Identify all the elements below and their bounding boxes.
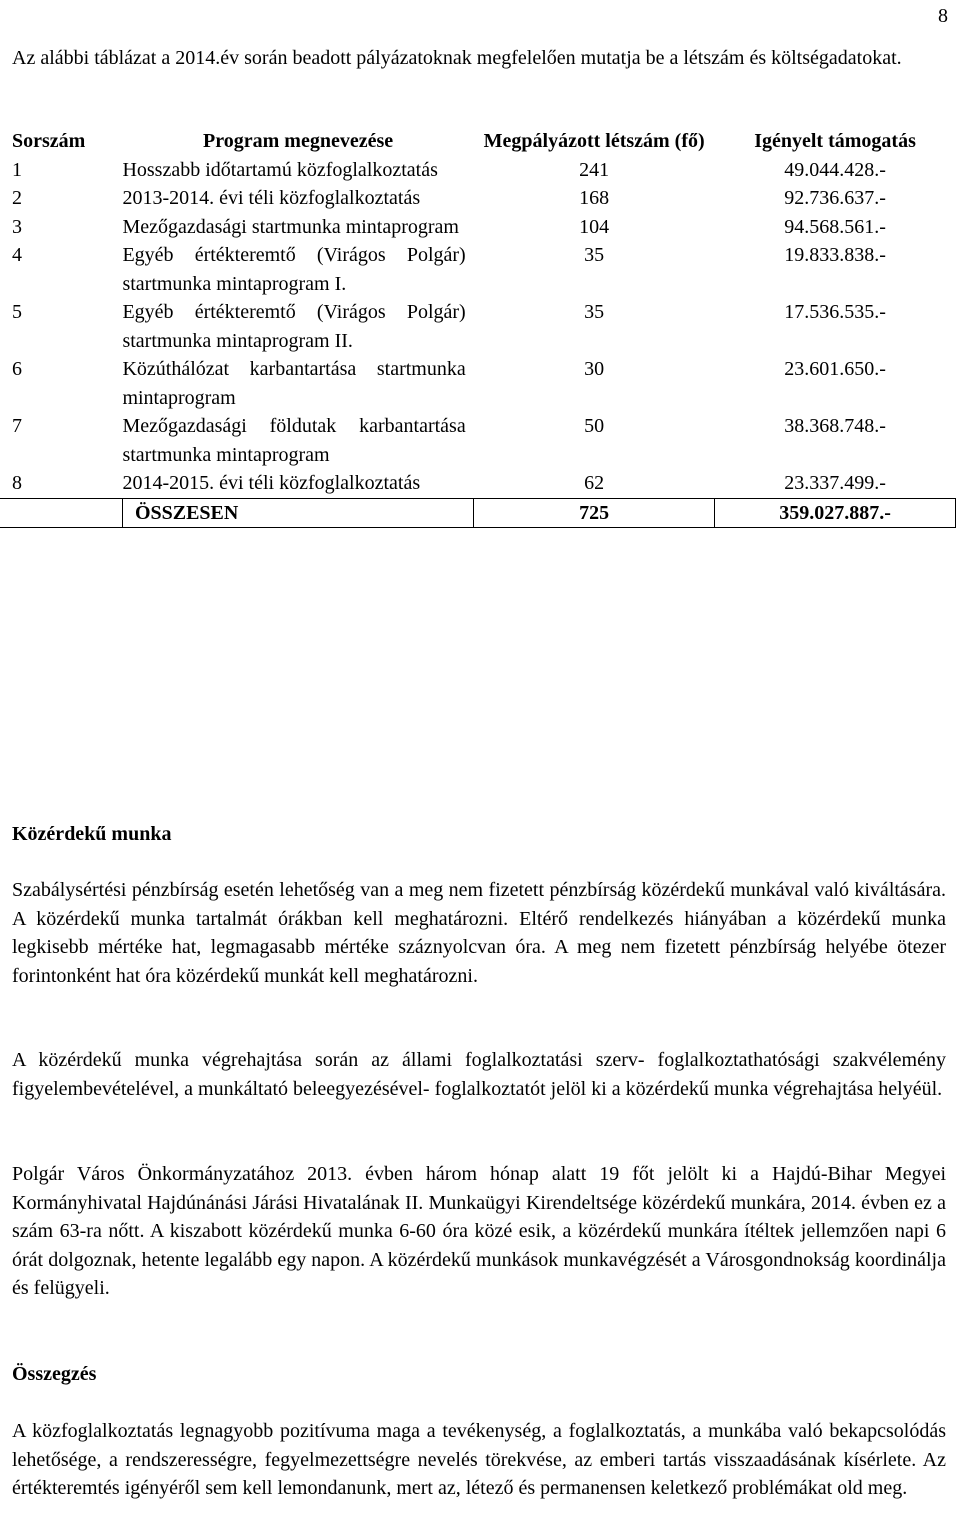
table-row [0, 184, 956, 213]
section-title-summary: Összegzés [12, 1363, 97, 1385]
row-name: 2013-2014. évi téli közfoglalkoztatás [122, 187, 421, 209]
paragraph-summary: A közfoglalkoztatás legnagyobb pozitívuma maga a tevékenység, a foglalkoztatás, a munkába való bekapcsolódás lehetősége, a rendszerességre, fegyelmezettségre nevelés törekvése, az emberi tartás visszaadásának kísérlete. Az értékteremtés igényéről sem kell lemondanunk, mert az, létező és permanensen keletkező problémákat old meg. [12, 1420, 946, 1499]
paragraph-public-work-3: Polgár Város Önkormányzatához 2013. évben három hónap alatt 19 főt jelölt ki a Hajdú-Bihar Megyei Kormányhivatal Hajdúnánási Járási Hivatalának II. Munkaügyi Kirendeltsége közérdekű munkára, 2014. évben ez a szám 63-ra nőtt. A kiszabott közérdekű munka 6-60 óra közé esik, a közérdekű munkára ítéltek jellemzően napi 6 órát dolgoznak, hetente legalább egy napon. A közérdekű munkások munkavégzését a Városgondnokság koordinálja és felügyeli. [12, 1163, 946, 1299]
row-count: 30 [584, 358, 605, 380]
row-count: 104 [579, 215, 610, 238]
row-support: 19.833.838.- [784, 244, 886, 266]
row-num: 3 [12, 215, 22, 238]
row-name: Közúthálózat karbantartása startmunka mintaprogram [122, 358, 466, 409]
row-support: 92.736.637.- [784, 187, 886, 209]
section-title-public-work: Közérdekű munka [12, 823, 172, 845]
row-name: Mezőgazdasági startmunka mintaprogram [122, 215, 459, 238]
row-support: 23.601.650.- [784, 358, 886, 380]
header-num: Sorszám [12, 130, 86, 152]
row-support: 17.536.535.- [784, 301, 886, 323]
row-num: 5 [12, 301, 22, 323]
row-num: 1 [12, 158, 22, 181]
table-row [0, 241, 956, 298]
row-support: 49.044.428.- [784, 158, 886, 181]
table-row [0, 298, 956, 355]
row-num: 6 [12, 358, 22, 380]
paragraph-public-work-1: Szabálysértési pénzbírság esetén lehetőség van a meg nem fizetett pénzbírság közérdekű munkával való kiváltására. A közérdekű munka tartalmát órákban kell meghatározni. Eltérő rendelkezés hiányában a közérdekű munka legkisebb mértéke hat, legmagasabb mértéke száznyolcvan óra. A meg nem fizetett pénzbírság helyébe ötezer forintonként hat óra közérdekű munkát kell meghatározni. [12, 879, 946, 987]
row-count: 35 [584, 244, 605, 266]
table-row [0, 355, 956, 412]
total-spacer [0, 498, 122, 528]
row-count: 168 [579, 187, 610, 209]
row-count: 62 [584, 472, 605, 494]
intro-paragraph: Az alábbi táblázat a 2014.év során beadott pályázatoknak megfelelően mutatja be a létszám és költségadatokat. [12, 47, 902, 69]
header-name: Program megnevezése [203, 130, 394, 152]
row-name: Hosszabb időtartamú közfoglalkoztatás [122, 158, 438, 181]
total-label: ÖSSZESEN [122, 498, 473, 528]
row-num: 8 [12, 472, 22, 494]
table-row [0, 469, 956, 498]
row-name: Egyéb értékteremtő (Virágos Polgár) startmunka mintaprogram I. [122, 244, 466, 295]
program-table [0, 127, 956, 528]
row-count: 241 [579, 158, 610, 181]
row-support: 38.368.748.- [784, 415, 886, 437]
total-row [0, 498, 956, 528]
table-row [0, 156, 956, 185]
row-num: 2 [12, 187, 22, 209]
table-row [0, 412, 956, 469]
row-count: 50 [584, 415, 605, 437]
row-num: 7 [12, 415, 22, 437]
row-name: 2014-2015. évi téli közfoglalkoztatás [122, 472, 421, 494]
table-row [0, 213, 956, 242]
total-support: 359.027.887.- [715, 498, 956, 528]
total-count: 725 [474, 498, 715, 528]
header-support: Igényelt támogatás [754, 130, 916, 152]
page-number: 8 [938, 5, 948, 27]
row-count: 35 [584, 301, 605, 323]
row-num: 4 [12, 244, 22, 266]
row-support: 94.568.561.- [784, 215, 886, 238]
row-name: Egyéb értékteremtő (Virágos Polgár) startmunka mintaprogram II. [122, 301, 466, 352]
row-name: Mezőgazdasági földutak karbantartása startmunka mintaprogram [122, 415, 466, 466]
row-support: 23.337.499.- [784, 472, 886, 494]
table-header-row [0, 127, 956, 156]
header-count: Megpályázott létszám (fő) [483, 130, 705, 152]
paragraph-public-work-2: A közérdekű munka végrehajtása során az állami foglalkoztatási szerv- foglalkoztathatósági szakvélemény figyelembevételével, a munkáltató beleegyezésével- foglalkoztatót jelöl ki a közérdekű munka végrehajtása helyéül. [12, 1049, 946, 1100]
